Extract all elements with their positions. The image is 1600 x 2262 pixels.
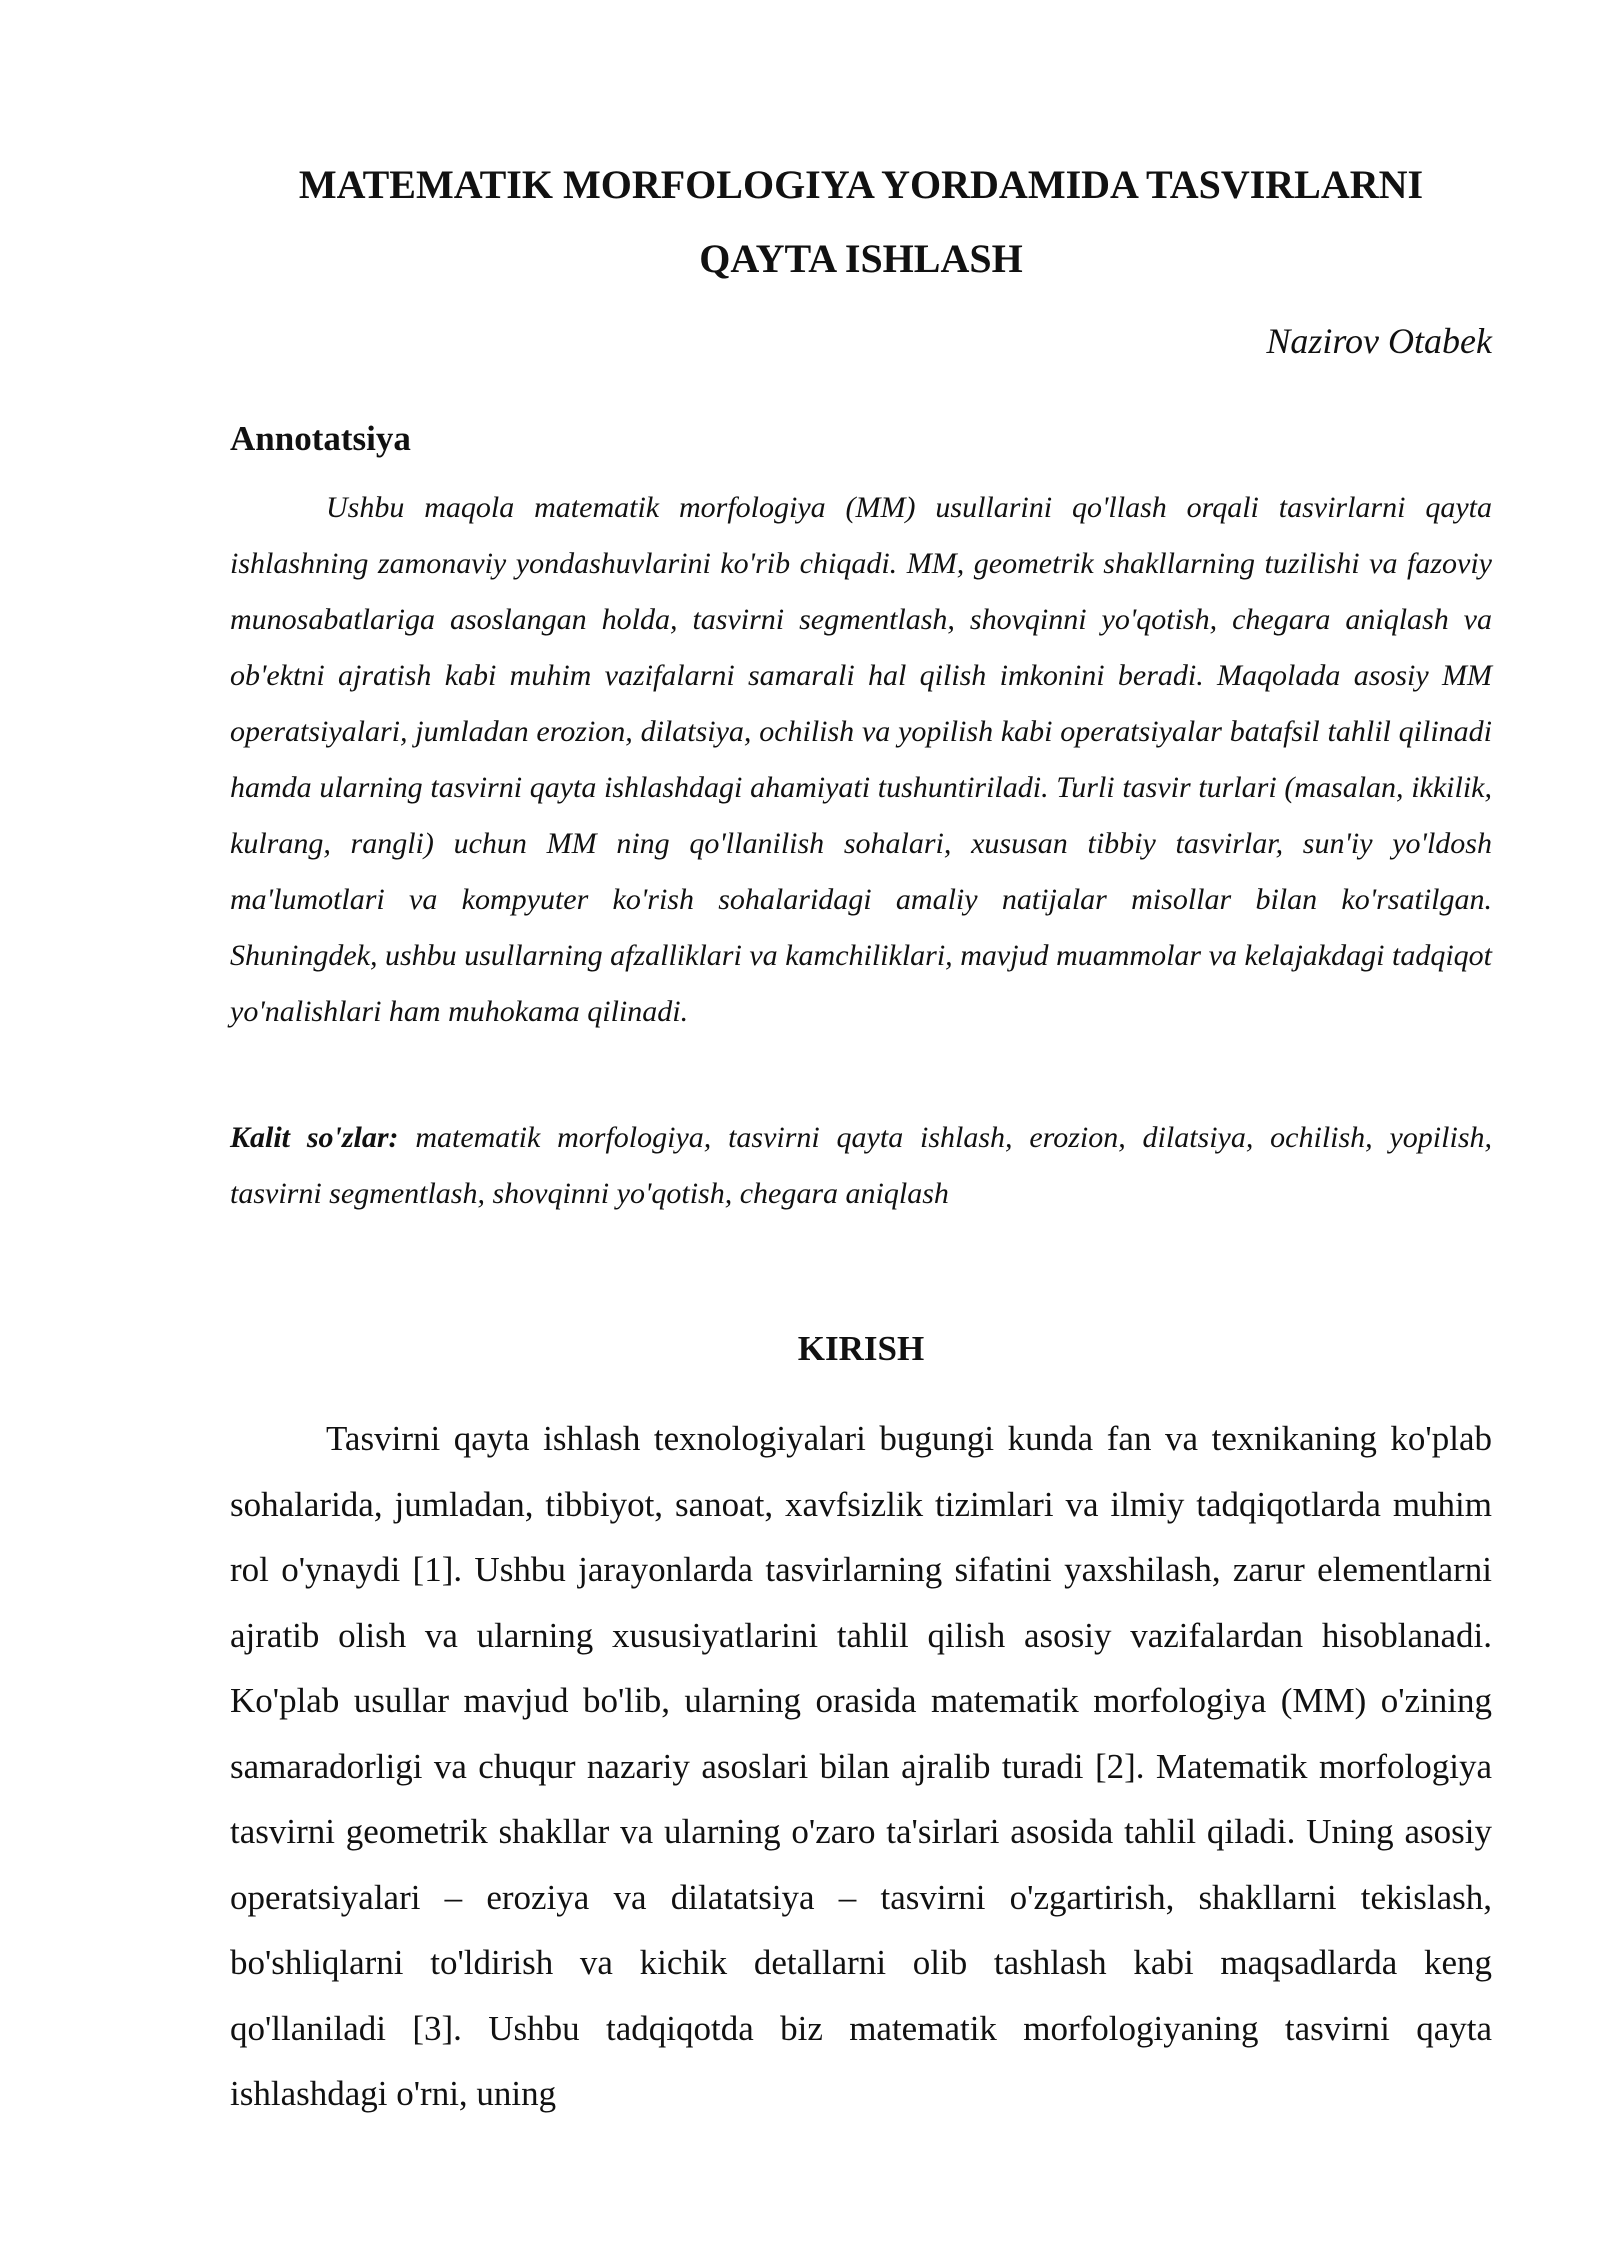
abstract-text: Ushbu maqola matematik morfologiya (MM) usullarini qo'llash orqali tasvirlarni qayta ishlashning zamonaviy yondashuvlarini ko'rib chiqadi. MM, geometrik shakllarning tuzilishi va fazoviy munosabatlariga asoslangan holda, tasvirni segmentlash, shovqinni yo'qotish, chegara aniqlash va ob'ektni ajratish kabi muhim vazifalarni samarali hal qilish imkonini beradi. Maqolada asosiy MM operatsiyalari, jumladan erozion, dilatsiya, ochilish va yopilish kabi operatsiyalar batafsil tahlil qilinadi hamda ularning tasvirni qayta ishlashdagi ahamiyati tushuntiriladi. Turli tasvir turlari (masalan, ikkilik, kulrang, rangli) uchun MM ning qo'llanilish sohalari, xususan tibbiy tasvirlar, sun'iy yo'ldosh ma'lumotlari va kompyuter ko'rish sohalaridagi amaliy natijalar misollar bilan ko'rsatilgan. Shuningdek, ushbu usullarning afzalliklari va kamchiliklari, mavjud muammolar va kelajakdagi tadqiqot yo'nalishlari ham muhokama qilinadi.	[230, 491, 1492, 1028]
author-name: Nazirov Otabek	[1266, 321, 1492, 361]
introduction-text: Tasvirni qayta ishlash texnologiyalari bugungi kunda fan va texnikaning ko'plab sohalarida, jumladan, tibbiyot, sanoat, xavfsizlik tizimlari va ilmiy tadqiqotlarda muhim rol o'ynaydi [1]. Ushbu jarayonlarda tasvirlarning sifatini yaxshilash, zarur elementlarni ajratib olish va ularning xususiyatlarini tahlil qilish asosiy vazifalardan hisoblanadi. Ko'plab usullar mavjud bo'lib, ularning orasida matematik morfologiya (MM) o'zining samaradorligi va chuqur nazariy asoslari bilan ajralib turadi [2]. Matematik morfologiya tasvirni geometrik shakllar va ularning o'zaro ta'sirlari asosida tahlil qiladi. Uning asosiy operatsiyalari – eroziya va dilatatsiya – tasvirni o'zgartirish, shakllarni tekislash, bo'shliqlarni to'ldirish va kichik detallarni olib tashlash kabi maqsadlarda keng qo'llaniladi [3]. Ushbu tadqiqotda biz matematik morfologiyaning tasvirni qayta ishlashdagi o'rni, uning	[230, 1419, 1492, 2113]
keywords-paragraph	[230, 1110, 1492, 1222]
abstract-heading: Annotatsiya	[230, 419, 411, 458]
introduction-heading: KIRISH	[797, 1329, 925, 1368]
keywords-text: matematik morfologiya, tasvirni qayta ishlash, erozion, dilatsiya, ochilish, yopilish, tasvirni segmentlash, shovqinni yo'qotish, chegara aniqlash	[230, 1121, 1492, 1210]
paper-title: MATEMATIK MORFOLOGIYA YORDAMIDA TASVIRLARNI QAYTA ISHLASH	[298, 162, 1424, 281]
keywords-label: Kalit so'zlar:	[230, 1121, 399, 1154]
